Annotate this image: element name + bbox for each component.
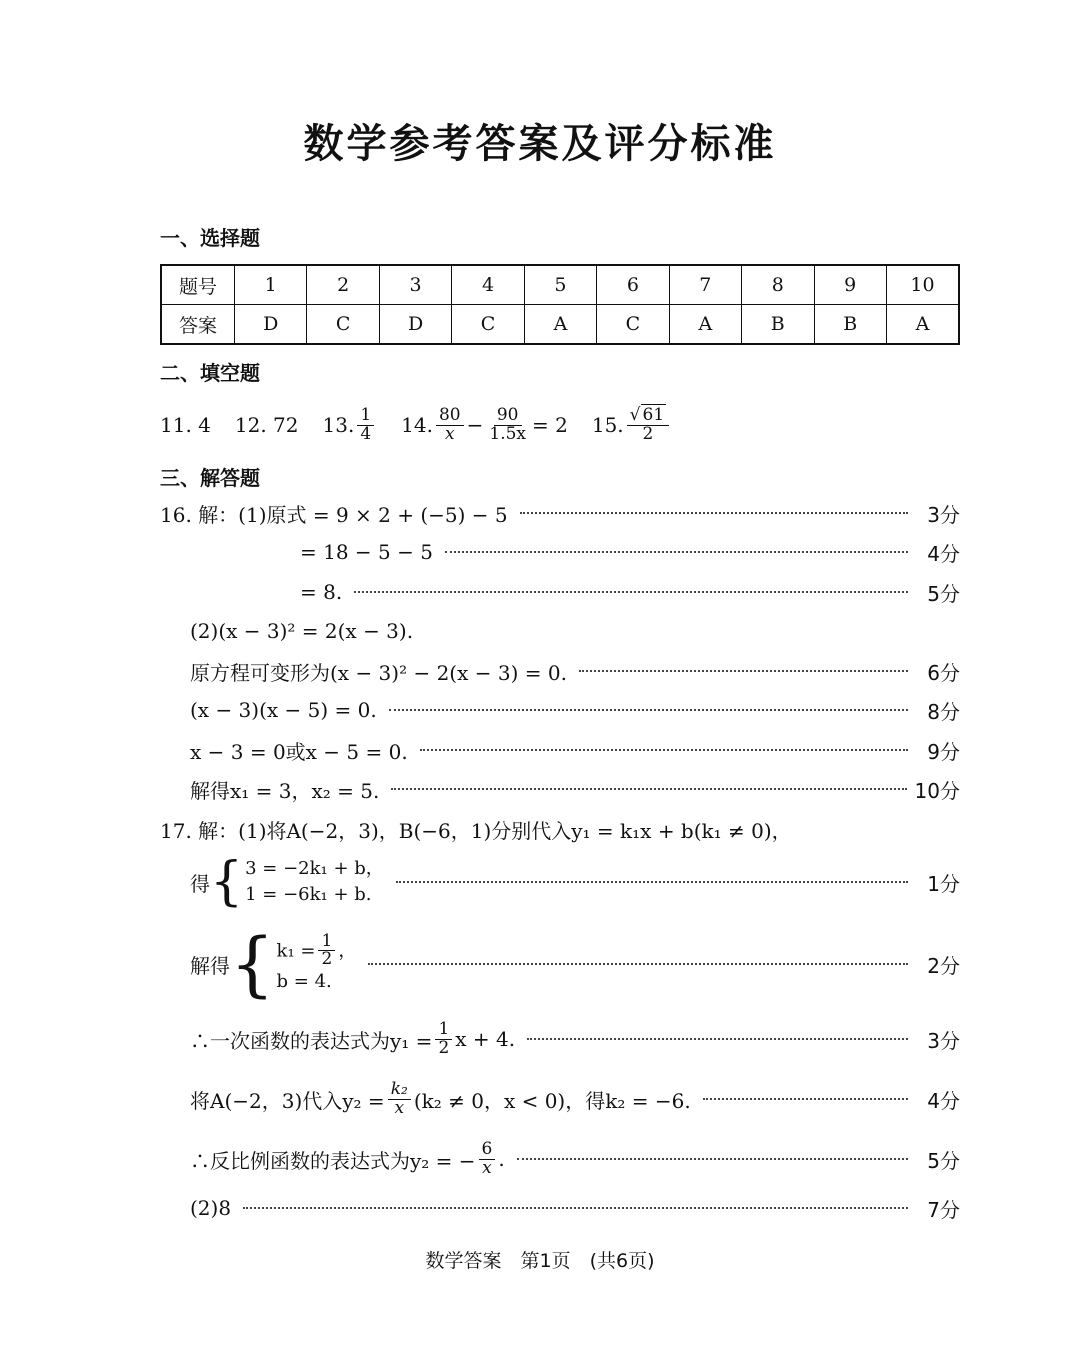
line-text: 16. 解：(1)原式 = 9 × 2 + (−5) − 5 (160, 502, 508, 527)
table-row-questions (161, 265, 959, 305)
solution-line (190, 1136, 960, 1182)
solution-line (300, 575, 960, 609)
solution-line (190, 654, 960, 688)
solution-line (160, 812, 960, 846)
line-text: 解得x₁ = 3，x₂ = 5. (190, 778, 380, 803)
score-label: 3分 (927, 1028, 960, 1053)
radicand: 61 (642, 404, 665, 425)
page-title: 数学参考答案及评分标准 (303, 121, 777, 167)
fraction (479, 1138, 496, 1178)
table-cell: 9 (814, 265, 886, 305)
dotted-leader (527, 1038, 908, 1040)
row-label-question-no: 题号 (161, 265, 235, 305)
system-row: b = 4. (276, 971, 332, 993)
section-heading-solution: 三、解答题 (160, 466, 260, 490)
table-cell: D (379, 305, 451, 345)
dotted-leader (520, 512, 908, 514)
table-cell: 8 (742, 265, 814, 305)
equation-system (210, 852, 384, 912)
score-label: 10分 (914, 778, 960, 803)
answer-11: 11. 4 (160, 413, 211, 437)
solution-line (190, 772, 960, 806)
fraction (486, 404, 529, 444)
line-text: x + 4. (455, 1027, 516, 1051)
numerator: 6 (479, 1141, 496, 1160)
section-heading-fill: 二、填空题 (160, 361, 260, 385)
table-cell: A (669, 305, 741, 345)
row-text: k₁ = (276, 939, 316, 961)
answer-13 (322, 404, 378, 444)
solution-line-system (190, 852, 960, 912)
dotted-leader (354, 591, 908, 593)
answer-14 (401, 404, 568, 444)
table-cell: D (235, 305, 307, 345)
score-label: 3分 (927, 502, 960, 527)
table-row-answers (161, 305, 959, 345)
row-label-answer: 答案 (161, 305, 235, 345)
table-cell: 2 (307, 265, 379, 305)
solution-line-system (190, 922, 960, 1006)
numerator: 1 (318, 933, 335, 952)
fraction (357, 404, 374, 444)
brace-glyph: { (210, 852, 244, 912)
solution-line (300, 535, 960, 569)
table-cell: A (524, 305, 596, 345)
score-label: 1分 (927, 871, 960, 896)
system-row (276, 930, 357, 970)
equation-rhs: = 2 (532, 413, 568, 437)
answer-13-label: 13. (322, 413, 355, 437)
line-text: 原方程可变形为(x − 3)² − 2(x − 3) = 0. (190, 660, 567, 685)
score-label: 5分 (927, 1148, 960, 1173)
line-text: 将A(−2，3)代入y₂ = (190, 1088, 385, 1113)
line-text: 17. 解：(1)将A(−2，3)，B(−6，1)分别代入y₁ = k₁x + b(k₁ ≠ 0)， (160, 818, 792, 843)
solution-line (190, 693, 960, 727)
table-cell: 7 (669, 265, 741, 305)
section-heading-choice: 一、选择题 (160, 226, 260, 250)
numerator: k₂ (388, 1081, 411, 1100)
system-row: 3 = −2k₁ + b， (245, 857, 384, 879)
fraction (627, 404, 669, 444)
score-label: 4分 (927, 1088, 960, 1113)
fraction (436, 404, 464, 444)
line-text: (2)(x − 3)² = 2(x − 3). (190, 619, 414, 643)
dotted-leader (389, 709, 908, 711)
line-text: (k₂ ≠ 0，x < 0)，得k₂ = −6. (413, 1088, 691, 1113)
table-cell: C (307, 305, 379, 345)
fraction (435, 1018, 452, 1058)
line-text: = 18 − 5 − 5 (300, 540, 433, 564)
table-cell: 1 (235, 265, 307, 305)
score-label: 8分 (927, 699, 960, 724)
score-label: 6分 (927, 660, 960, 685)
page-footer: 数学答案 第1页 (共6页) (425, 1250, 655, 1272)
score-label: 2分 (927, 953, 960, 978)
denominator: 2 (642, 423, 654, 444)
line-text: ∴一次函数的表达式为y₁ = (190, 1028, 433, 1053)
table-cell: 6 (597, 265, 669, 305)
numerator: 1 (435, 1021, 452, 1040)
line-text: 得 (190, 871, 210, 896)
fraction (318, 930, 335, 970)
line-text: = 8. (300, 580, 343, 604)
line-text: x − 3 = 0或x − 5 = 0. (190, 739, 408, 764)
answer-14-label: 14. (401, 413, 433, 437)
table-cell: A (886, 305, 959, 345)
denominator: 4 (360, 423, 372, 444)
score-label: 4分 (927, 541, 960, 566)
solution-line (190, 614, 960, 648)
line-text: . (498, 1147, 505, 1171)
dotted-leader (445, 551, 908, 553)
equation-system (230, 923, 357, 1005)
answer-15 (591, 404, 672, 444)
dotted-leader (368, 963, 908, 965)
line-text: (x − 3)(x − 5) = 0. (190, 698, 377, 722)
line-text: ∴反比例函数的表达式为y₂ = − (190, 1148, 476, 1173)
dotted-leader (420, 749, 908, 751)
line-text: (2)8 (190, 1196, 232, 1220)
brace-glyph: { (230, 923, 275, 1005)
dotted-leader (396, 881, 908, 883)
dotted-leader (243, 1207, 908, 1209)
choice-answer-table (160, 264, 960, 345)
answer-12: 12. 72 (234, 413, 299, 437)
denominator: 2 (438, 1037, 450, 1058)
fraction (388, 1078, 411, 1118)
denominator: x (482, 1157, 492, 1178)
row-text: ， (338, 939, 357, 961)
table-cell: 10 (886, 265, 959, 305)
table-cell: C (597, 305, 669, 345)
dotted-leader (391, 788, 906, 790)
fill-blank-answers (160, 400, 696, 450)
dotted-leader (579, 670, 908, 672)
score-label: 9分 (927, 739, 960, 764)
dotted-leader (703, 1098, 908, 1100)
minus-sign: − (466, 413, 484, 437)
table-cell: B (742, 305, 814, 345)
table-cell: C (452, 305, 524, 345)
numerator: 1 (357, 407, 374, 426)
line-text: 解得 (190, 953, 230, 978)
table-cell: 3 (379, 265, 451, 305)
solution-line (160, 496, 960, 530)
table-cell: 4 (452, 265, 524, 305)
answer-15-label: 15. (591, 413, 624, 437)
numerator: √ 61 (627, 407, 669, 426)
table-cell: B (814, 305, 886, 345)
dotted-leader (517, 1158, 908, 1160)
solution-line (190, 733, 960, 767)
denominator: 1.5x (489, 423, 526, 444)
system-row: 1 = −6k₁ + b. (245, 884, 372, 905)
solution-line (190, 1076, 960, 1122)
denominator: x (394, 1097, 405, 1118)
denominator: 2 (321, 949, 333, 970)
table-cell: 5 (524, 265, 596, 305)
score-label: 7分 (927, 1197, 960, 1222)
solution-line (190, 1191, 960, 1225)
denominator: x (444, 423, 455, 444)
score-label: 5分 (927, 581, 960, 606)
solution-line (190, 1016, 960, 1062)
numerator: 80 (436, 407, 464, 426)
numerator: 90 (494, 407, 522, 426)
